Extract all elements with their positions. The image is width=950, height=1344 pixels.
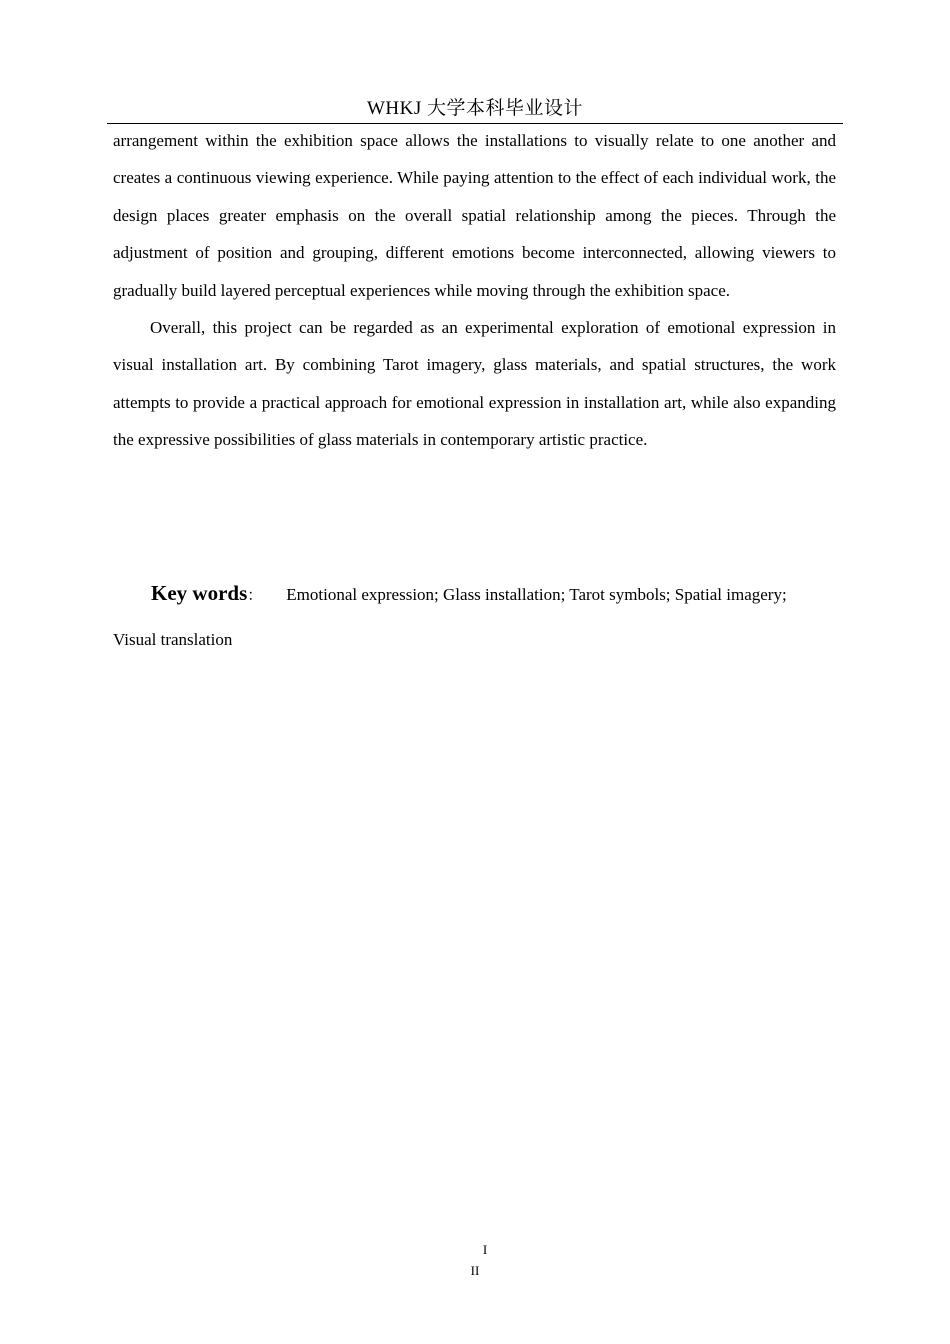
body-text [113,122,836,459]
page-header: WHKJ 大学本科毕业设计 [366,98,584,119]
keywords-text: Emotional expression; Glass installation; Tarot symbols; Spatial imagery; Visual translation [113,585,787,649]
page-number-secondary: II [470,1263,480,1278]
paragraph-continuation: arrangement within the exhibition space allows the installations to visually relate to one another and creates a continuous viewing experience. While paying attention to the effect of each individual work, the design places greater emphasis on the overall spatial relationship among the pieces. Through the adjustment of position and grouping, different emotions become interconnected, allowing viewers to gradually build layered perceptual experiences while moving through the exhibition space. [113,131,836,300]
keywords-separator: ： [247,588,263,604]
paragraph-overall: Overall, this project can be regarded as an experimental exploration of emotional expression in visual installation art. By combining Tarot imagery, glass materials, and spatial structures, the work attempts to provide a practical approach for emotional expression in installation art, while also expanding the expressive possibilities of glass materials in contemporary artistic practice. [113,318,836,450]
keywords-label: Key words [151,581,248,605]
page-number-primary: I [482,1242,488,1257]
keywords-section [113,572,813,661]
